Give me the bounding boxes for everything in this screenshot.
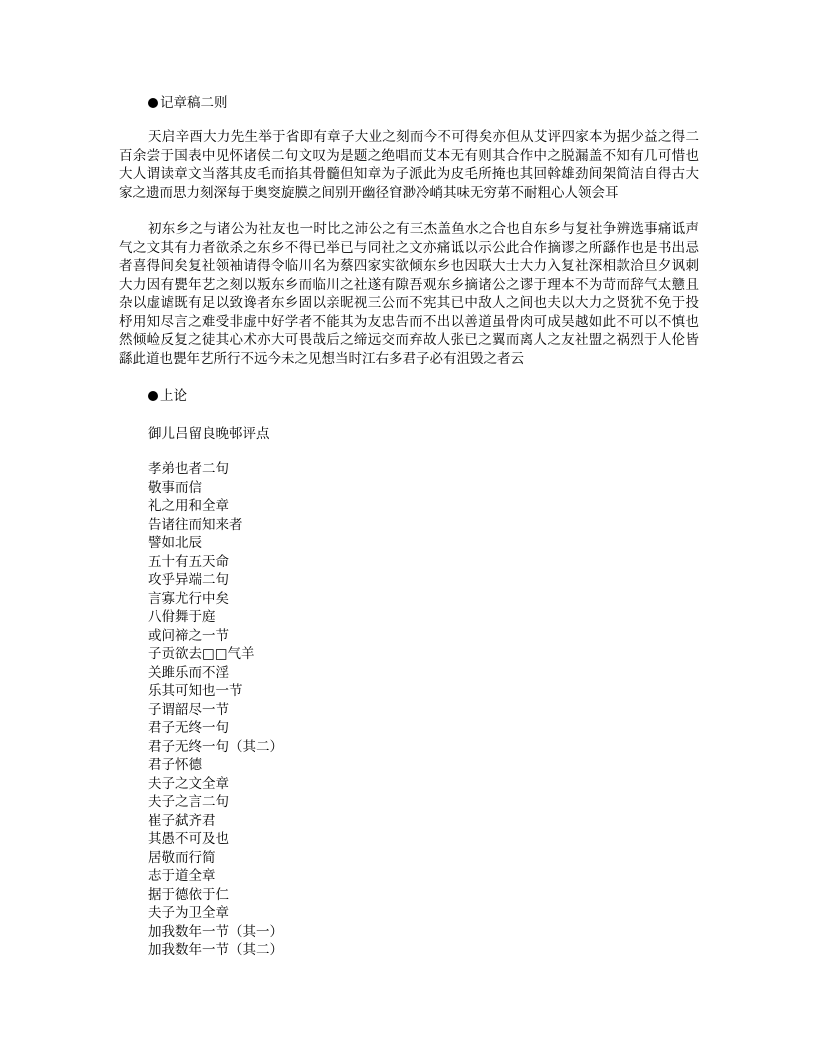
list-item: 攻乎异端二句 (148, 572, 229, 588)
section-heading-2-text: 上论 (160, 388, 187, 404)
list-item: 夫子之文全章 (148, 775, 229, 792)
list-item: 夫子之言二句 (148, 794, 229, 810)
list-item: 告诸往而知来者 (148, 516, 243, 533)
list-item: 子贡欲去□□气羊 (148, 646, 255, 662)
section-heading-2 (148, 387, 187, 405)
list-item: 孝弟也者二句 (148, 461, 229, 477)
list-item: 夫子为卫全章 (148, 905, 229, 921)
section-heading-1-text: 记章稿二则 (160, 95, 228, 111)
chapter-list (148, 460, 283, 960)
section-subtitle: 御儿吕留良晚邨评点 (148, 426, 270, 442)
list-item: 加我数年一节（其一） (148, 923, 283, 940)
list-item: 关雎乐而不淫 (148, 664, 229, 681)
list-item: 八佾舞于庭 (148, 609, 216, 625)
list-item: 子谓韶尽一节 (148, 701, 229, 718)
list-item: 加我数年一节（其二） (148, 942, 283, 958)
bullet-icon (148, 98, 158, 108)
list-item: 其愚不可及也 (148, 831, 229, 847)
list-item: 礼之用和全章 (148, 498, 229, 514)
list-item: 据于德依于仁 (148, 886, 229, 903)
list-item: 君子无终一句（其二） (148, 738, 283, 755)
list-item: 譬如北辰 (148, 535, 202, 551)
list-item: 敬事而信 (148, 479, 202, 496)
list-item: 志于道全章 (148, 868, 216, 884)
list-item: 君子无终一句 (148, 720, 229, 736)
list-item: 五十有五天命 (148, 553, 229, 570)
list-item: 言寡尤行中矣 (148, 590, 229, 607)
section-heading-1 (148, 94, 228, 112)
paragraph-2: 初东乡之与诸公为社友也一时比之沛公之有三杰盖鱼水之合也自东乡与复社争辨选事痛诋声气之文其有力者欲杀之东乡不得已举已与同社之文亦痛诋以示公此合作摘谬之所繇作也是书出忌者喜得间矣复社领袖请得令临川名为蔡四家实欲倾东乡也因联大士大力入复社深相款洽旦夕讽刺大力因有甖年艺之刻以叛东乡而临川之社遂有隙吾观东乡摘诸公之谬于理本不为苛而辞气太戆且杂以虚谑既有足以致谗者东乡固以亲昵视三公而不宪其已中敌人之间也夫以大力之贤犹不免于投杼用知尽言之难受非虚中好学者不能其为友忠告而不出以善道虽骨肉可成吴越如此不可以不慎也然倾崄反复之徒其心术亦大可畏哉后之缔远交而弃故人张已之翼而离人之友社盟之祸烈于人伦皆繇此道也甖年艺所行不远今未之见想当时江右多君子必有沮毁之者云 (119, 221, 699, 367)
list-item: 君子怀德 (148, 757, 202, 773)
list-item: 居敬而行简 (148, 849, 216, 866)
bullet-icon (148, 391, 158, 401)
paragraph-1: 天启辛酉大力先生举于省即有章子大业之刻而今不可得矣亦但从艾评四家本为据少益之得二百余尝于国表中见怀诸侯二句文叹为是题之绝唱而艾本无有则其合作中之脱漏盖不知有几可惜也大人谓读章文当落其皮毛而掐其骨髓但知章为子派此为皮毛所掩也其回斡雄劲间架简洁自得古大家之遗而思力刻深每于奥窔旋膜之间别开幽径窅渺冷峭其味无穷苐不耐粗心人领会耳 (119, 129, 699, 201)
list-item: 崔子弑齐君 (148, 812, 216, 829)
list-item: 乐其可知也一节 (148, 683, 243, 699)
list-item: 或问禘之一节 (148, 627, 229, 644)
